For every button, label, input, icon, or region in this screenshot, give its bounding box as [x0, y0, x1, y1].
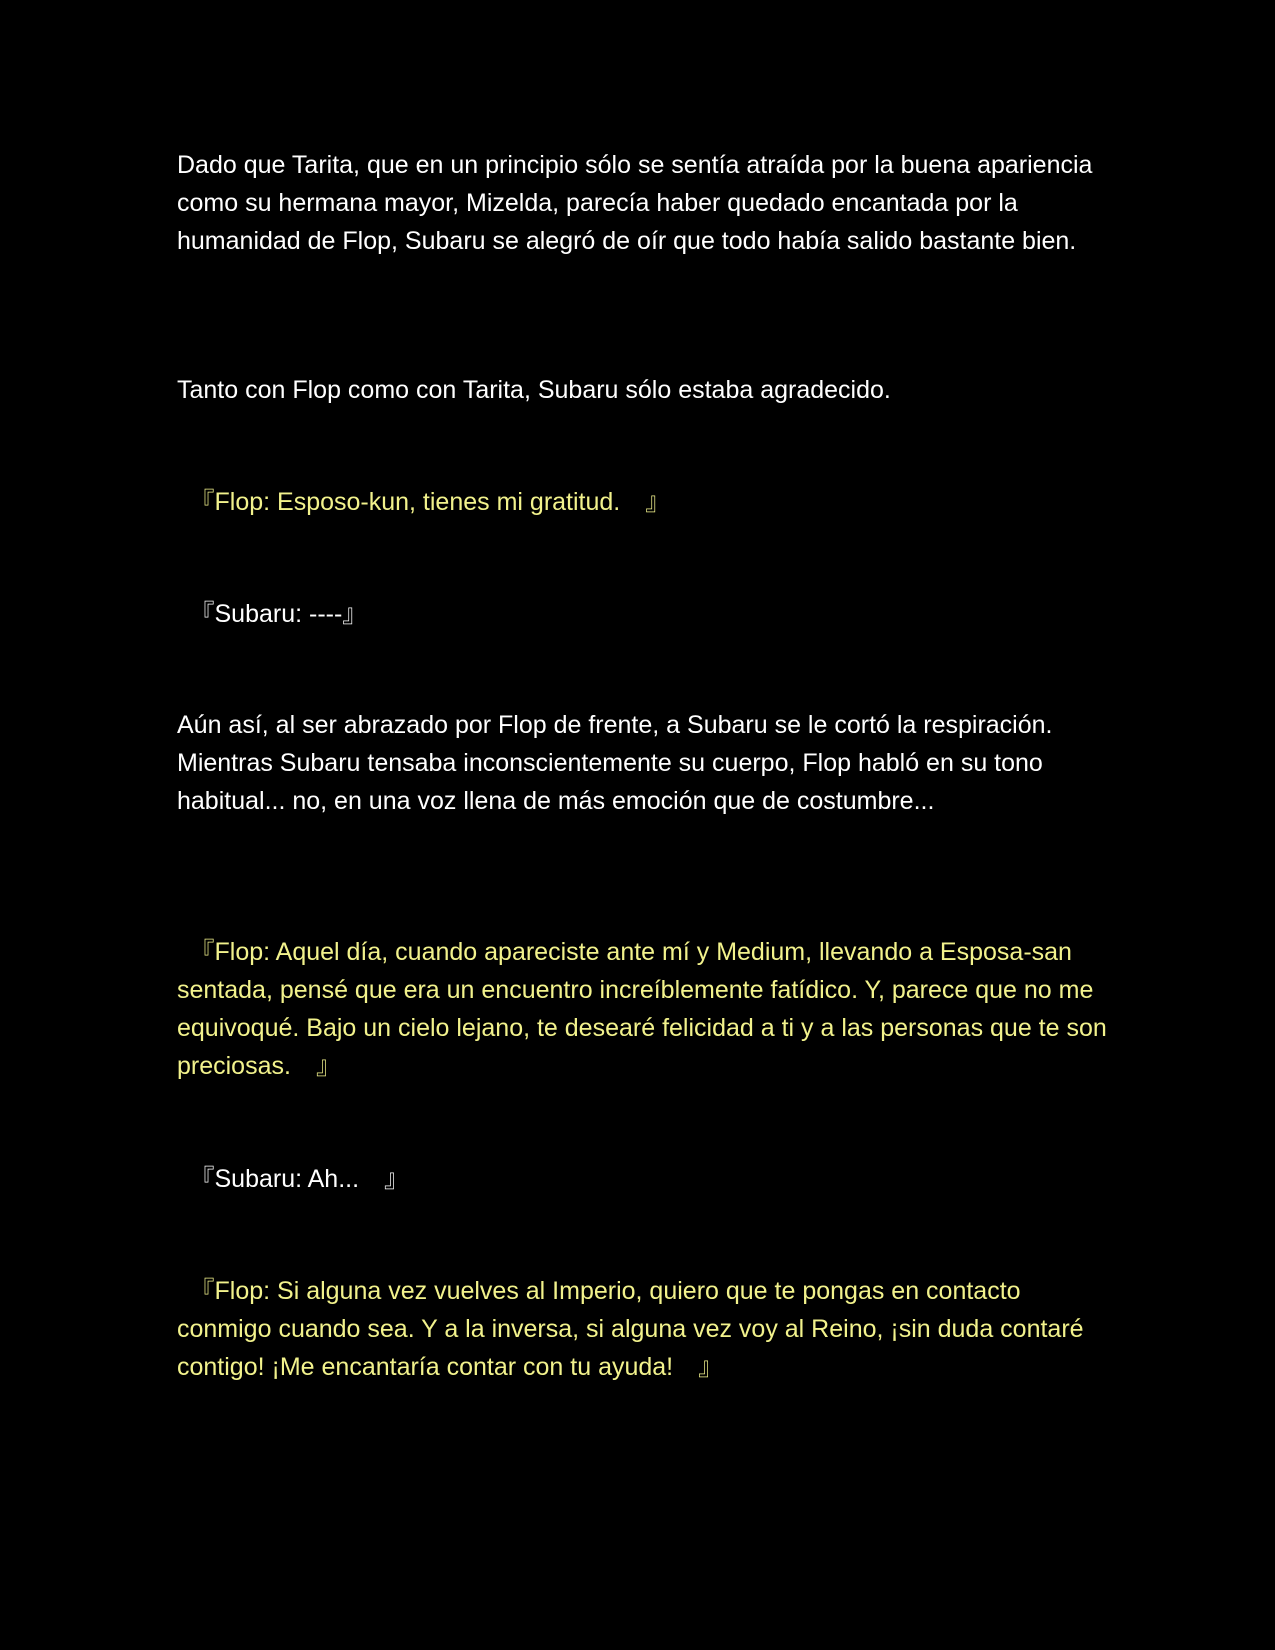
narration-paragraph-3: Aún así, al ser abrazado por Flop de frente, a Subaru se le cortó la respiración. Mientras Subaru tensaba inconscientemente su cuerpo, Flop habló en su tono habitual... no, en una voz llena de más emoción que de costumbre... — [177, 711, 1053, 815]
narration-paragraph-1: Dado que Tarita, que en un principio sólo se sentía atraída por la buena apariencia como su hermana mayor, Mizelda, parecía haber quedado encantada por la humanidad de Flop, Subaru se alegró de oír que todo había salido bastante bien. — [177, 151, 1093, 255]
flop-dialogue-3: 『Flop: Si alguna vez vuelves al Imperio, quiero que te pongas en contacto conmigo cuando sea. Y a la inversa, si alguna vez voy al Reino, ¡sin duda contaré contigo! ¡Me encantaría contar con tu ayuda! 』 — [177, 1277, 1084, 1381]
subaru-dialogue-2: 『Subaru: Ah... 』 — [177, 1165, 410, 1193]
flop-dialogue-1: 『Flop: Esposo-kun, tienes mi gratitud. 』 — [177, 488, 671, 516]
narration-paragraph-2: Tanto con Flop como con Tarita, Subaru sólo estaba agradecido. — [177, 376, 891, 404]
flop-dialogue-2: 『Flop: Aquel día, cuando apareciste ante mí y Medium, llevando a Esposa-san sentada, pensé que era un encuentro increíblemente fatídico. Y, parece que no me equivoqué. Bajo un cielo lejano, te desearé felicidad a ti y a las personas que te son preciosas. 』 — [177, 938, 1107, 1080]
subaru-dialogue-1: 『Subaru: ----』 — [177, 600, 368, 628]
